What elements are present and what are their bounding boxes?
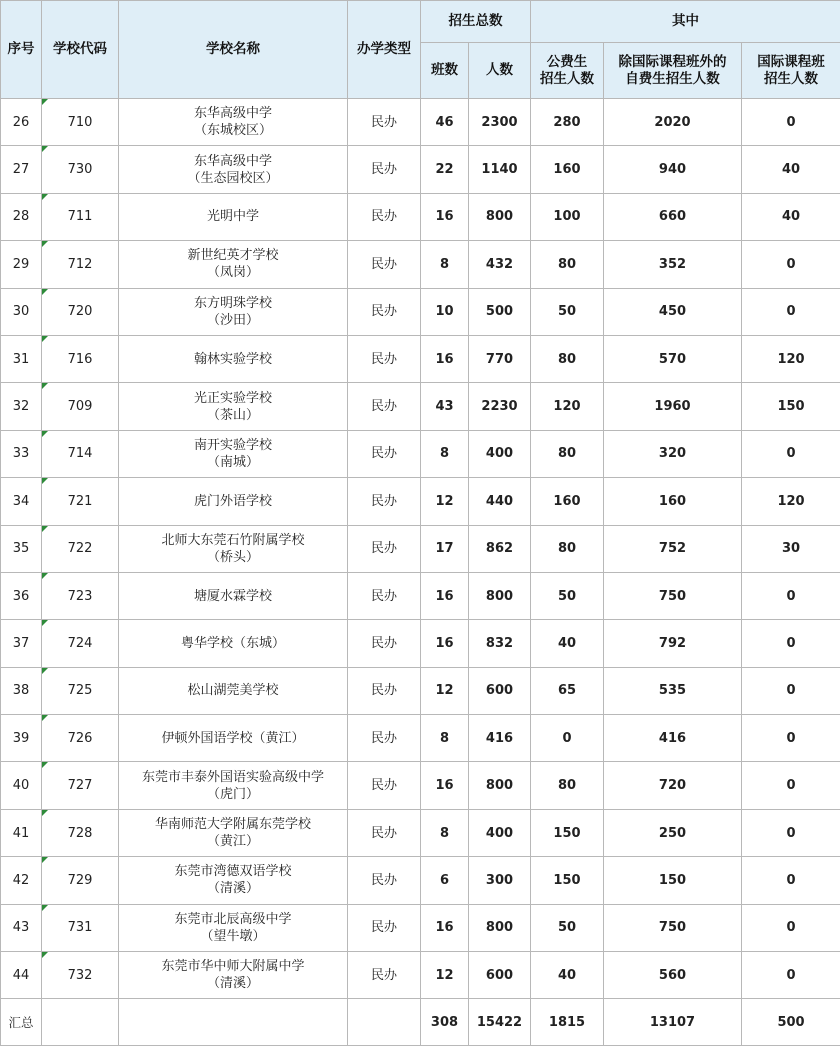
cell-code [42,430,119,477]
cell-seq: 42 [1,857,42,904]
summary-row [1,999,840,1046]
cell-classes: 16 [421,193,469,240]
cell-school-name [119,193,348,240]
cell-total: 2230 [469,383,531,430]
school-code-text: 723 [68,589,93,604]
cell-public: 120 [531,383,604,430]
cell-classes: 8 [421,715,469,762]
cell-code [42,715,119,762]
cell-classes: 10 [421,288,469,335]
school-code-text: 722 [68,541,93,556]
cell-type: 民办 [348,99,421,146]
school-code-text: 716 [68,352,93,367]
school-name-line1: 松山湖莞美学校 [119,682,347,699]
cell-total: 500 [469,288,531,335]
cell-total: 440 [469,478,531,525]
cell-school-name [119,241,348,288]
cell-public: 40 [531,620,604,667]
cell-type: 民办 [348,430,421,477]
table-row [1,478,840,525]
cell-marker-icon [42,573,48,579]
cell-total: 800 [469,762,531,809]
header-intl-line2: 招生人数 [742,71,840,88]
cell-intl: 150 [742,383,840,430]
school-name-line1: 伊顿外国语学校（黄江） [119,730,347,747]
table-row [1,383,840,430]
school-name-line1: 粤华学校（东城） [119,635,347,652]
school-code-text: 724 [68,636,93,651]
cell-classes: 16 [421,572,469,619]
cell-public: 40 [531,952,604,999]
cell-public: 0 [531,715,604,762]
cell-total: 862 [469,525,531,572]
school-name-line2: （黄江） [119,833,347,850]
cell-public: 280 [531,99,604,146]
cell-seq: 31 [1,335,42,382]
cell-intl: 120 [742,335,840,382]
cell-type: 民办 [348,762,421,809]
cell-classes: 16 [421,335,469,382]
cell-self-funded: 352 [604,241,742,288]
school-name-line1: 东华高级中学 [119,153,347,170]
cell-public: 50 [531,572,604,619]
cell-school-name [119,762,348,809]
school-name-line2: （生态园校区） [119,170,347,187]
school-name-line1: 东方明珠学校 [119,295,347,312]
cell-classes: 12 [421,952,469,999]
cell-seq: 28 [1,193,42,240]
header-self-line2: 自费生招生人数 [604,71,741,88]
cell-marker-icon [42,668,48,674]
cell-public: 80 [531,241,604,288]
cell-school-name [119,952,348,999]
school-code-text: 721 [68,494,93,509]
cell-self-funded: 660 [604,193,742,240]
school-name-line2: （清溪） [119,880,347,897]
header-of-which: 其中 [531,1,840,43]
cell-code [42,146,119,193]
cell-code [42,904,119,951]
school-name-line1: 东莞市北辰高级中学 [119,911,347,928]
cell-code [42,572,119,619]
summary-total: 15422 [469,999,531,1046]
cell-intl: 0 [742,857,840,904]
school-code-text: 728 [68,826,93,841]
cell-self-funded: 160 [604,478,742,525]
cell-public: 160 [531,478,604,525]
cell-code [42,383,119,430]
cell-total: 400 [469,430,531,477]
cell-seq: 40 [1,762,42,809]
cell-marker-icon [42,810,48,816]
school-name-line1: 新世纪英才学校 [119,247,347,264]
cell-type: 民办 [348,572,421,619]
cell-public: 50 [531,288,604,335]
cell-self-funded: 250 [604,809,742,856]
cell-self-funded: 720 [604,762,742,809]
table-row [1,809,840,856]
cell-classes: 8 [421,241,469,288]
school-name-line1: 光明中学 [119,208,347,225]
cell-seq: 30 [1,288,42,335]
cell-self-funded: 450 [604,288,742,335]
school-name-line1: 东莞市华中师大附属中学 [119,958,347,975]
cell-intl: 0 [742,809,840,856]
cell-classes: 12 [421,667,469,714]
cell-school-name [119,715,348,762]
cell-classes: 43 [421,383,469,430]
cell-marker-icon [42,715,48,721]
cell-total: 800 [469,904,531,951]
cell-self-funded: 560 [604,952,742,999]
cell-seq: 38 [1,667,42,714]
table-row [1,525,840,572]
header-self [604,43,742,99]
table-row [1,99,840,146]
cell-school-name [119,288,348,335]
summary-code-empty [42,999,119,1046]
cell-self-funded: 1960 [604,383,742,430]
table-body [1,99,840,1046]
cell-total: 800 [469,572,531,619]
cell-total: 400 [469,809,531,856]
cell-total: 600 [469,952,531,999]
header-intl [742,43,840,99]
cell-marker-icon [42,241,48,247]
table-row [1,857,840,904]
school-code-text: 712 [68,257,93,272]
cell-intl: 40 [742,193,840,240]
table-row [1,430,840,477]
cell-type: 民办 [348,809,421,856]
cell-seq: 37 [1,620,42,667]
cell-total: 800 [469,193,531,240]
school-code-text: 710 [68,115,93,130]
cell-type: 民办 [348,478,421,525]
cell-self-funded: 752 [604,525,742,572]
cell-type: 民办 [348,241,421,288]
school-name-line2: （茶山） [119,407,347,424]
cell-classes: 16 [421,620,469,667]
cell-self-funded: 2020 [604,99,742,146]
cell-marker-icon [42,526,48,532]
school-code-text: 732 [68,968,93,983]
cell-total: 1140 [469,146,531,193]
summary-label: 汇总 [1,999,42,1046]
school-code-text: 727 [68,778,93,793]
cell-type: 民办 [348,952,421,999]
cell-public: 150 [531,809,604,856]
table-row [1,620,840,667]
cell-intl: 0 [742,99,840,146]
school-name-line2: （虎门） [119,786,347,803]
summary-classes: 308 [421,999,469,1046]
summary-intl: 500 [742,999,840,1046]
cell-intl: 40 [742,146,840,193]
table-row [1,288,840,335]
cell-school-name [119,857,348,904]
cell-school-name [119,904,348,951]
cell-classes: 46 [421,99,469,146]
table-row [1,952,840,999]
cell-code [42,809,119,856]
cell-intl: 0 [742,904,840,951]
cell-classes: 8 [421,430,469,477]
cell-seq: 32 [1,383,42,430]
table-row [1,667,840,714]
table-row [1,335,840,382]
cell-type: 民办 [348,193,421,240]
header-intl-line1: 国际课程班 [742,54,840,71]
table-row [1,241,840,288]
cell-classes: 16 [421,904,469,951]
school-name-line1: 北师大东莞石竹附属学校 [119,532,347,549]
cell-self-funded: 940 [604,146,742,193]
cell-marker-icon [42,99,48,105]
cell-public: 80 [531,525,604,572]
cell-seq: 44 [1,952,42,999]
cell-type: 民办 [348,335,421,382]
cell-marker-icon [42,431,48,437]
school-name-line1: 东华高级中学 [119,105,347,122]
cell-intl: 120 [742,478,840,525]
school-name-line2: （桥头） [119,549,347,566]
school-name-line2: （东城校区） [119,122,347,139]
header-name: 学校名称 [119,1,348,99]
cell-type: 民办 [348,667,421,714]
cell-seq: 36 [1,572,42,619]
cell-code [42,241,119,288]
cell-classes: 17 [421,525,469,572]
table-row [1,146,840,193]
school-name-line1: 翰林实验学校 [119,351,347,368]
cell-seq: 35 [1,525,42,572]
cell-school-name [119,620,348,667]
cell-marker-icon [42,905,48,911]
cell-classes: 6 [421,857,469,904]
school-code-text: 714 [68,446,93,461]
cell-total: 432 [469,241,531,288]
cell-marker-icon [42,383,48,389]
cell-total: 300 [469,857,531,904]
school-name-line2: （望牛墩） [119,928,347,945]
cell-type: 民办 [348,525,421,572]
cell-school-name [119,146,348,193]
table-row [1,193,840,240]
cell-code [42,478,119,525]
school-name-line1: 南开实验学校 [119,437,347,454]
cell-intl: 0 [742,241,840,288]
cell-school-name [119,478,348,525]
cell-intl: 0 [742,667,840,714]
summary-type-empty [348,999,421,1046]
cell-school-name [119,525,348,572]
cell-self-funded: 320 [604,430,742,477]
cell-classes: 22 [421,146,469,193]
summary-self: 13107 [604,999,742,1046]
cell-marker-icon [42,336,48,342]
cell-type: 民办 [348,288,421,335]
header-public-line1: 公费生 [531,54,603,71]
cell-public: 150 [531,857,604,904]
cell-code [42,667,119,714]
cell-seq: 29 [1,241,42,288]
summary-public: 1815 [531,999,604,1046]
cell-code [42,288,119,335]
cell-self-funded: 750 [604,572,742,619]
school-code-text: 709 [68,399,93,414]
cell-marker-icon [42,952,48,958]
cell-school-name [119,572,348,619]
cell-public: 80 [531,430,604,477]
cell-self-funded: 416 [604,715,742,762]
cell-marker-icon [42,289,48,295]
cell-intl: 0 [742,715,840,762]
school-code-text: 731 [68,920,93,935]
cell-public: 50 [531,904,604,951]
school-name-line2: （沙田） [119,312,347,329]
cell-classes: 12 [421,478,469,525]
school-code-text: 720 [68,304,93,319]
cell-intl: 0 [742,572,840,619]
school-name-line2: （凤岗） [119,264,347,281]
cell-total: 2300 [469,99,531,146]
cell-seq: 26 [1,99,42,146]
cell-code [42,620,119,667]
cell-code [42,952,119,999]
school-name-line1: 虎门外语学校 [119,493,347,510]
cell-self-funded: 792 [604,620,742,667]
cell-marker-icon [42,620,48,626]
cell-code [42,335,119,382]
cell-public: 65 [531,667,604,714]
cell-intl: 0 [742,762,840,809]
cell-marker-icon [42,857,48,863]
cell-self-funded: 570 [604,335,742,382]
school-name-line1: 塘厦水霖学校 [119,588,347,605]
table-row [1,904,840,951]
cell-marker-icon [42,146,48,152]
cell-classes: 8 [421,809,469,856]
cell-seq: 39 [1,715,42,762]
cell-intl: 30 [742,525,840,572]
cell-public: 80 [531,762,604,809]
cell-type: 民办 [348,383,421,430]
cell-code [42,99,119,146]
header-seq: 序号 [1,1,42,99]
cell-marker-icon [42,478,48,484]
cell-marker-icon [42,194,48,200]
cell-total: 416 [469,715,531,762]
cell-intl: 0 [742,620,840,667]
cell-seq: 43 [1,904,42,951]
header-type: 办学类型 [348,1,421,99]
school-name-line1: 东莞市湾德双语学校 [119,863,347,880]
cell-marker-icon [42,762,48,768]
cell-school-name [119,335,348,382]
cell-school-name [119,809,348,856]
cell-public: 160 [531,146,604,193]
school-name-line1: 光正实验学校 [119,390,347,407]
cell-type: 民办 [348,715,421,762]
cell-school-name [119,99,348,146]
table-row [1,715,840,762]
cell-type: 民办 [348,857,421,904]
cell-total: 600 [469,667,531,714]
header-enroll-total: 招生总数 [421,1,531,43]
header-classes: 班数 [421,43,469,99]
cell-type: 民办 [348,620,421,667]
table-row [1,572,840,619]
header-people: 人数 [469,43,531,99]
cell-code [42,193,119,240]
cell-total: 832 [469,620,531,667]
school-code-text: 725 [68,683,93,698]
school-name-line2: （南城） [119,454,347,471]
cell-type: 民办 [348,904,421,951]
header-self-line1: 除国际课程班外的 [604,54,741,71]
cell-self-funded: 750 [604,904,742,951]
cell-self-funded: 150 [604,857,742,904]
cell-total: 770 [469,335,531,382]
cell-code [42,762,119,809]
cell-school-name [119,430,348,477]
school-code-text: 726 [68,731,93,746]
cell-public: 100 [531,193,604,240]
cell-intl: 0 [742,952,840,999]
header-public-line2: 招生人数 [531,71,603,88]
cell-seq: 27 [1,146,42,193]
cell-intl: 0 [742,430,840,477]
cell-school-name [119,383,348,430]
school-name-line2: （清溪） [119,975,347,992]
school-name-line1: 东莞市丰泰外国语实验高级中学 [119,769,347,786]
school-name-line1: 华南师范大学附属东莞学校 [119,816,347,833]
cell-seq: 33 [1,430,42,477]
school-code-text: 730 [68,162,93,177]
cell-code [42,525,119,572]
cell-type: 民办 [348,146,421,193]
table-header [1,1,840,99]
school-code-text: 729 [68,873,93,888]
cell-seq: 41 [1,809,42,856]
cell-school-name [119,667,348,714]
summary-name-empty [119,999,348,1046]
header-code: 学校代码 [42,1,119,99]
table-row [1,762,840,809]
cell-self-funded: 535 [604,667,742,714]
cell-seq: 34 [1,478,42,525]
cell-public: 80 [531,335,604,382]
header-public [531,43,604,99]
cell-classes: 16 [421,762,469,809]
cell-code [42,857,119,904]
school-code-text: 711 [68,209,93,224]
cell-intl: 0 [742,288,840,335]
